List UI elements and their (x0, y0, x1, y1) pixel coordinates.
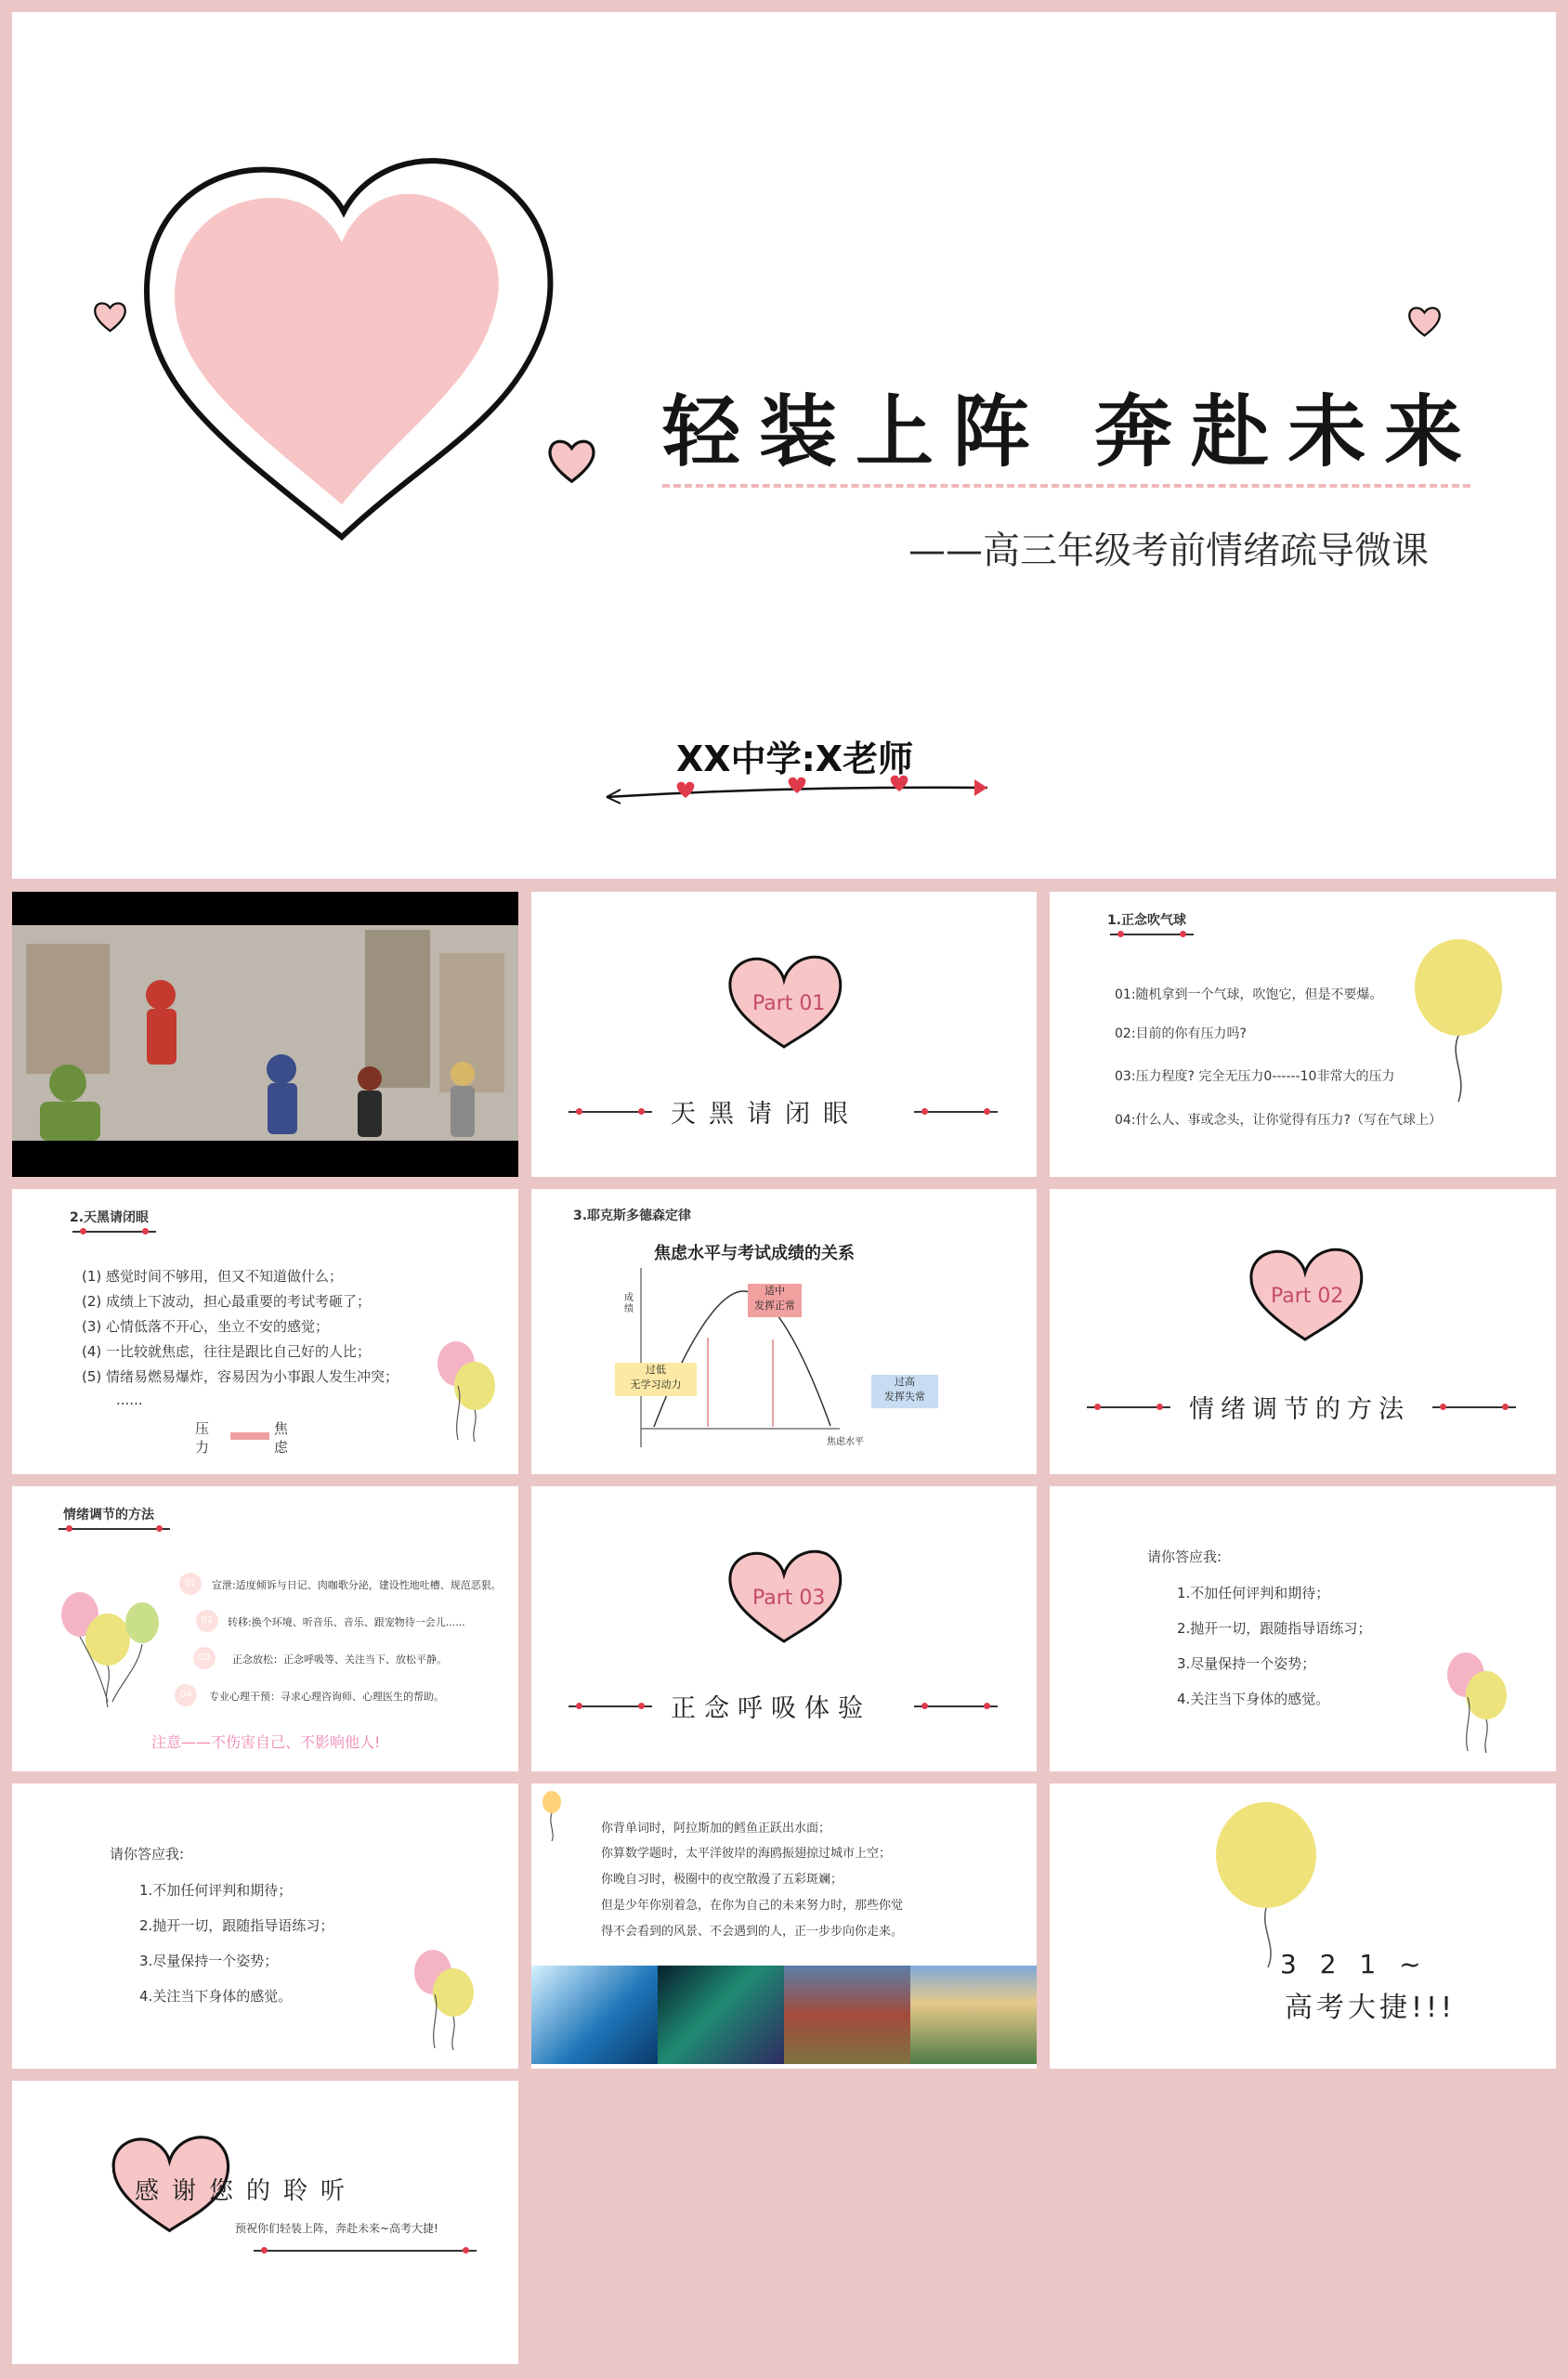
slide-heading: 1.正念吹气球 (1107, 913, 1187, 928)
part-label: Part 03 (752, 1587, 826, 1610)
good-luck-message: 高考大捷!!! (1285, 1992, 1457, 2024)
slide-heading: 2.天黑请闭眼 (70, 1210, 150, 1225)
balloon-exercise-slide (1050, 892, 1556, 1177)
part-label: Part 02 (1271, 1285, 1344, 1308)
thanks-slide (12, 2081, 518, 2364)
list-item: (1) 感觉时间不够用，但又不知道做什么； (82, 1268, 344, 1285)
scenery-slide (531, 1784, 1037, 2069)
section-title: 正念呼吸体验 (671, 1694, 871, 1723)
list-item: 02:目前的你有压力吗? (1115, 1026, 1247, 1041)
promise-item: 1.不加任何评判和期待； (139, 1882, 293, 1899)
decorative-line (1432, 1406, 1516, 1408)
list-item: (3) 心情低落不开心，坐立不安的感觉； (82, 1318, 330, 1335)
decorative-line (914, 1705, 998, 1707)
method-number: 01 (179, 1573, 202, 1595)
yellow-balloon-icon (1212, 1802, 1328, 1969)
school-teacher-label: XX中学:X老师 (676, 738, 914, 779)
scenery-line: 你背单词时，阿拉斯加的鳕鱼正跃出水面； (601, 1822, 831, 1836)
section-title: 天黑请闭眼 (671, 1100, 861, 1129)
chart-title: 焦虑水平与考试成绩的关系 (654, 1244, 855, 1263)
small-heart-icon (1404, 300, 1445, 342)
list-item: (5) 情绪易燃易爆炸，容易因为小事跟人发生冲突； (82, 1368, 399, 1385)
presentation-title: 轻装上阵 奔赴未来 (662, 386, 1482, 477)
slide-heading: 3.耶克斯多德森定律 (573, 1209, 692, 1223)
promise-item: 3.尽量保持一个姿势； (1177, 1655, 1316, 1672)
grassland-photo (910, 1966, 1037, 2064)
small-heart-icon (89, 295, 131, 337)
balloons-icon (47, 1588, 177, 1709)
large-heart-icon (86, 124, 607, 569)
method-text: 正念放松：正念呼吸等、关注当下、放松平静。 (232, 1653, 447, 1666)
list-item: (4) 一比较就焦虑，往往是跟比自己好的人比； (82, 1343, 372, 1360)
thanks-subtitle: 预祝你们轻装上阵，奔赴未来~高考大捷! (235, 2222, 438, 2235)
decorative-line (254, 2250, 477, 2252)
decorative-line (568, 1111, 652, 1113)
high-anxiety-label: 过高 发挥失常 (871, 1375, 938, 1408)
title-divider (662, 484, 1470, 488)
part-03-slide (531, 1486, 1037, 1771)
scenery-line: 得不会看到的风景、不会遇到的人，正一步步向你走来。 (601, 1925, 904, 1939)
method-number: 04 (175, 1684, 197, 1706)
promise-heading: 请你答应我: (110, 1846, 185, 1862)
yellow-balloon-icon (1407, 936, 1509, 1104)
method-text: 宣泄:适度倾诉与日记、肉咖歌分泌，建设性地吐槽、规范恶狠。 (212, 1579, 502, 1591)
part-label: Part 01 (752, 992, 826, 1015)
decorative-line (59, 1528, 170, 1530)
title-slide (12, 12, 1556, 879)
part-01-slide (531, 892, 1037, 1177)
ocean-photo (531, 1966, 658, 2064)
part-02-slide (1050, 1189, 1556, 1474)
list-item: 01:随机拿到一个气球，吹饱它，但是不要爆。 (1115, 987, 1383, 1002)
anxiety-word: 焦虑 (274, 1420, 289, 1456)
x-axis-label: 焦虑水平 (827, 1437, 864, 1447)
scenery-line: 你晚自习时，极圈中的夜空散漫了五彩斑斓； (601, 1873, 843, 1887)
small-heart-icon (542, 430, 602, 490)
promise-slide (12, 1784, 518, 2069)
presentation-subtitle: ——高三年级考前情绪疏导微课 (908, 529, 1429, 572)
decorative-line (1087, 1406, 1170, 1408)
method-number: 03 (193, 1647, 216, 1669)
low-anxiety-label: 过低 无学习动力 (615, 1363, 697, 1396)
promise-item: 4.关注当下身体的感觉。 (139, 1988, 293, 2005)
promise-item: 4.关注当下身体的感觉。 (1177, 1691, 1330, 1707)
arrow-hearts-icon (588, 769, 1006, 811)
list-item: (2) 成绩上下波动，担心最重要的考试考砸了； (82, 1293, 372, 1310)
scenery-line: 但是少年你别着急，在你为自己的未来努力时，那些你觉 (601, 1899, 904, 1913)
close-eyes-slide (12, 1189, 518, 1474)
promise-item: 2.抛开一切，跟随指导语练习； (139, 1917, 334, 1934)
pressure-word: 压力 (195, 1420, 210, 1456)
palace-photo (784, 1966, 910, 2064)
decorative-line (72, 1231, 156, 1233)
y-axis-label: 成绩 (624, 1293, 634, 1314)
balloons-icon (430, 1338, 500, 1444)
section-title: 情绪调节的方法 (1189, 1395, 1410, 1424)
note-text: 注意——不伤害自己、不影响他人! (151, 1733, 381, 1751)
decorative-line (1110, 934, 1194, 935)
balloons-icon (1440, 1649, 1514, 1756)
countdown-number: 3 2 1 ~ (1280, 1949, 1429, 1979)
decorative-line (568, 1705, 652, 1707)
arrow-icon (230, 1432, 269, 1440)
method-text: 专业心理干预：寻求心理咨询师、心理医生的帮助。 (209, 1691, 444, 1703)
method-number: 02 (196, 1610, 218, 1632)
promise-item: 1.不加任何评判和期待； (1177, 1585, 1330, 1601)
list-item: 04:什么人、事或念头，让你觉得有压力?（写在气球上） (1115, 1113, 1442, 1128)
scenery-line: 你算数学题时，太平洋彼岸的海鸥振翅掠过城市上空； (601, 1847, 892, 1861)
countdown-slide (1050, 1784, 1556, 2069)
moderate-anxiety-label: 适中 发挥正常 (748, 1284, 802, 1317)
video-slide (12, 892, 518, 1177)
balloons-icon (407, 1946, 490, 2062)
promise-heading: 请你答应我: (1147, 1548, 1222, 1565)
superhero-illustration (12, 925, 518, 1141)
thanks-title: 感谢您的聆听 (135, 2177, 359, 2205)
balloon-icon (541, 1791, 564, 1842)
decorative-line (914, 1111, 998, 1113)
promise-item: 2.抛开一切，跟随指导语练习； (1177, 1620, 1372, 1637)
ellipsis-text: ...... (116, 1392, 143, 1408)
aurora-photo (658, 1966, 784, 2064)
slide-heading: 情绪调节的方法 (63, 1508, 154, 1522)
promise-slide (1050, 1486, 1556, 1771)
inverted-u-chart (634, 1263, 847, 1454)
method-text: 转移:换个环境、听音乐、音乐、跟宠物待一会儿...... (228, 1616, 465, 1628)
promise-item: 3.尽量保持一个姿势； (139, 1953, 279, 1969)
yerkes-dodson-slide (531, 1189, 1037, 1474)
list-item: 03:压力程度? 完全无压力0------10非常大的压力 (1115, 1069, 1395, 1084)
emotion-methods-slide (12, 1486, 518, 1771)
